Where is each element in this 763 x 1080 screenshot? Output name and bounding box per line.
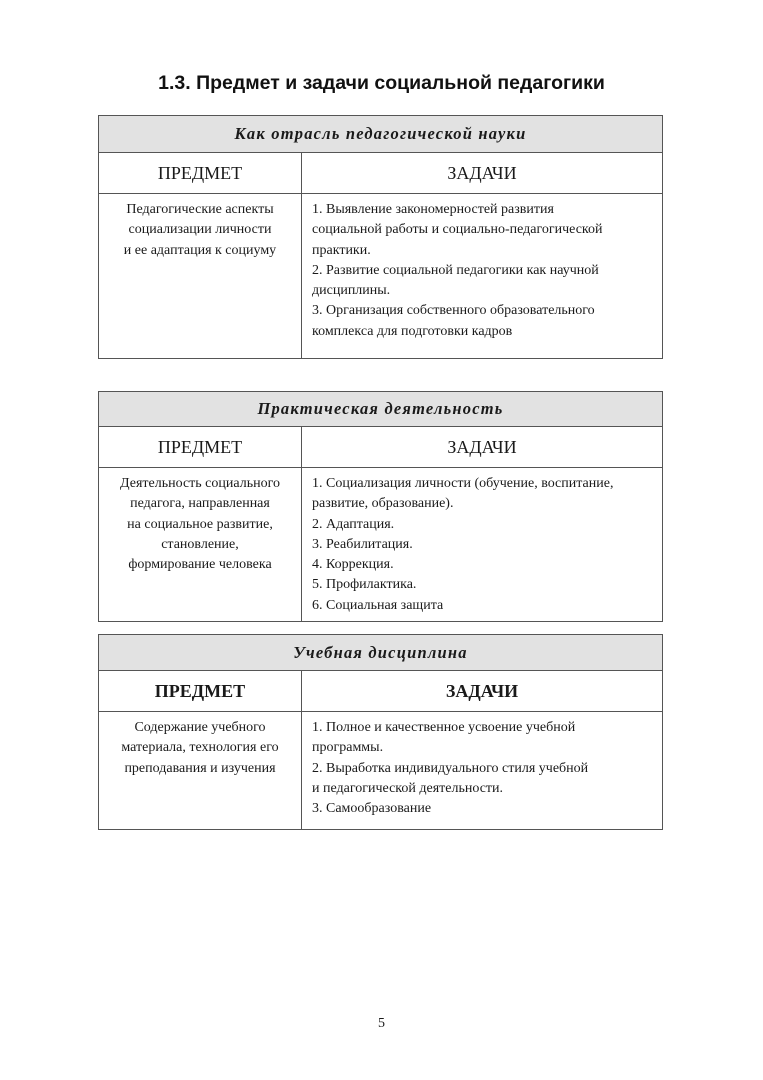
task-line: 2. Адаптация. <box>312 516 395 532</box>
table-row <box>99 468 662 621</box>
task-line: программы. <box>312 740 384 756</box>
subject-cell <box>99 194 302 358</box>
task-line: 3. Организация собственного образовательного <box>312 303 595 319</box>
table-discipline <box>98 634 663 830</box>
table-caption: Учебная дисциплина <box>99 635 662 671</box>
table-header-row <box>99 153 662 194</box>
subject-line: Педагогические аспекты <box>126 202 274 217</box>
subject-line: становление, <box>161 536 239 552</box>
task-line: 6. Социальная защита <box>312 597 444 613</box>
task-line: и педагогической деятельности. <box>312 780 504 796</box>
subject-line: и ее адаптация к социуму <box>123 242 277 258</box>
tasks-cell <box>302 194 662 358</box>
header-tasks: ЗАДАЧИ <box>445 680 519 701</box>
header-tasks: ЗАДАЧИ <box>447 436 517 457</box>
task-line: 3. Самообразование <box>312 801 432 817</box>
subject-line: материала, технология его <box>121 740 279 756</box>
subject-line: Содержание учебного <box>134 720 266 735</box>
task-line: 5. Профилактика. <box>312 577 417 593</box>
page-number: 5 <box>378 1016 385 1031</box>
subject-line: формирование человека <box>128 557 272 573</box>
task-line: 1. Выявление закономерностей развития <box>312 202 554 217</box>
task-line: практики. <box>312 242 371 258</box>
header-tasks: ЗАДАЧИ <box>447 162 517 183</box>
task-line: 1. Социализация личности (обучение, воспитание, <box>312 476 614 491</box>
task-line: развитие, образование). <box>312 496 454 512</box>
table-row <box>99 194 662 358</box>
tasks-cell <box>302 468 662 621</box>
table-row <box>99 712 662 830</box>
task-line: комплекса для подготовки кадров <box>312 323 513 339</box>
table-header-row <box>99 427 662 468</box>
table-caption: Практическая деятельность <box>99 392 662 427</box>
table-header-row <box>99 671 662 712</box>
subject-line: социализации личности <box>128 222 272 238</box>
table-science <box>98 115 663 359</box>
header-subject: ПРЕДМЕТ <box>99 153 302 193</box>
subject-line: на социальное развитие, <box>127 516 273 532</box>
subject-cell <box>99 468 302 621</box>
tasks-cell <box>302 712 662 830</box>
subject-line: Деятельность социального <box>120 476 280 491</box>
subject-line: преподавания и изучения <box>124 760 276 776</box>
task-line: 2. Развитие социальной педагогики как научной <box>312 262 599 278</box>
table-caption: Как отрасль педагогической науки <box>99 116 662 153</box>
page-title: 1.3. Предмет и задачи социальной педагогики <box>158 72 605 94</box>
subject-line: педагога, направленная <box>130 496 270 512</box>
task-line: социальной работы и социально-педагогической <box>312 222 603 238</box>
task-line: дисциплины. <box>312 283 391 299</box>
task-line: 1. Полное и качественное усвоение учебной <box>312 720 576 735</box>
subject-cell <box>99 712 302 830</box>
task-line: 3. Реабилитация. <box>312 536 413 552</box>
header-subject: ПРЕДМЕТ <box>99 671 302 711</box>
header-subject: ПРЕДМЕТ <box>99 427 302 467</box>
task-line: 2. Выработка индивидуального стиля учебной <box>312 760 589 776</box>
table-practice <box>98 391 663 622</box>
task-line: 4. Коррекция. <box>312 557 394 573</box>
